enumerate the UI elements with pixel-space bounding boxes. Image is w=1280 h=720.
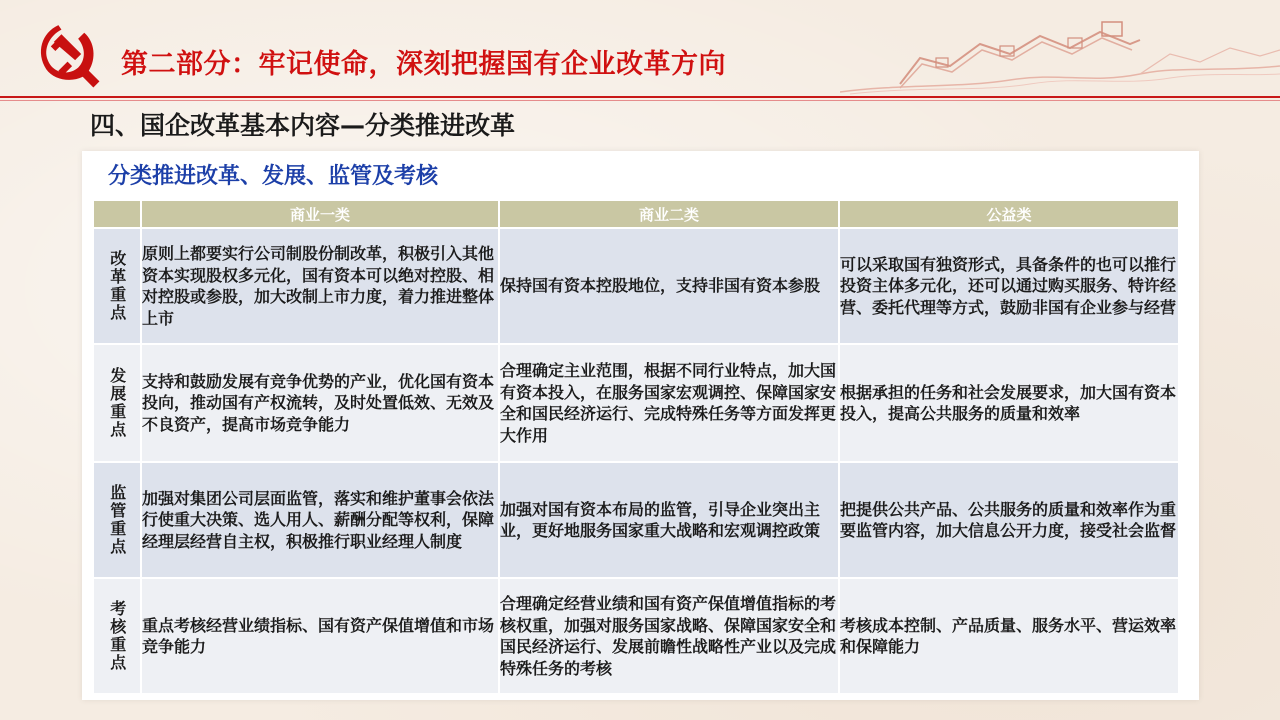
- page-title: 第二部分：牢记使命，深刻把握国有企业改革方向: [121, 49, 726, 80]
- row-category: 发展重点: [93, 344, 141, 462]
- row-category: 考核重点: [93, 578, 141, 694]
- header-cell-commercial-2: 商业二类: [499, 200, 839, 228]
- table-cell: 合理确定主业范围，根据不同行业特点，加大国有资本投入，在服务国家宏观调控、保障国家安全和国民经济运行、完成特殊任务等方面发挥更大作用: [499, 344, 839, 462]
- table-cell: 加强对集团公司层面监管，落实和维护董事会依法行使重大决策、选人用人、薪酬分配等权利，保障经理层经营自主权，积极推行职业经理人制度: [141, 462, 499, 578]
- table-cell: 把提供公共产品、公共服务的质量和效率作为重要监管内容，加大信息公开力度，接受社会监督: [839, 462, 1179, 578]
- header-divider: [0, 96, 1280, 98]
- header-cell-public-welfare: 公益类: [839, 200, 1179, 228]
- table-row: [93, 578, 1179, 694]
- table-cell: 加强对国有资本布局的监管，引导企业突出主业，更好地服务国家重大战略和宏观调控政策: [499, 462, 839, 578]
- table-cell: 根据承担的任务和社会发展要求，加大国有资本投入，提高公共服务的质量和效率: [839, 344, 1179, 462]
- table-cell: 考核成本控制、产品质量、服务水平、营运效率和保障能力: [839, 578, 1179, 694]
- table-header-row: [93, 200, 1179, 228]
- table-cell: 合理确定经营业绩和国有资产保值增值指标的考核权重，加强对服务国家战略、保障国家安全和国民经济运行、发展前瞻性战略性产业以及完成特殊任务的考核: [499, 578, 839, 694]
- table-cell: 重点考核经营业绩指标、国有资产保值增值和市场竞争能力: [141, 578, 499, 694]
- table-row: [93, 462, 1179, 578]
- panel-title: 分类推进改革、发展、监管及考核: [108, 164, 439, 189]
- header-divider-thin: [0, 100, 1280, 101]
- row-category: 改革重点: [93, 228, 141, 344]
- header-cell-blank: [93, 200, 141, 228]
- row-category: 监管重点: [93, 462, 141, 578]
- table-cell: 可以采取国有独资形式，具备条件的也可以推行投资主体多元化，还可以通过购买服务、特许经营、委托代理等方式，鼓励非国有企业参与经营: [839, 228, 1179, 344]
- table-row: [93, 228, 1179, 344]
- table-cell: 原则上都要实行公司制股份制改革，积极引入其他资本实现股权多元化，国有资本可以绝对控股、相对控股或参股，加大改制上市力度，着力推进整体上市: [141, 228, 499, 344]
- party-emblem-icon: [28, 16, 104, 92]
- great-wall-decoration: [840, 14, 1280, 98]
- header-cell-commercial-1: 商业一类: [141, 200, 499, 228]
- table-cell: 支持和鼓励发展有竞争优势的产业，优化国有资本投向，推动国有产权流转，及时处置低效、无效及不良资产，提高市场竞争能力: [141, 344, 499, 462]
- table-row: [93, 344, 1179, 462]
- section-heading: 四、国企改革基本内容—分类推进改革: [90, 111, 516, 140]
- reform-table: [92, 199, 1180, 695]
- content-panel: [82, 151, 1199, 700]
- table-cell: 保持国有资本控股地位，支持非国有资本参股: [499, 228, 839, 344]
